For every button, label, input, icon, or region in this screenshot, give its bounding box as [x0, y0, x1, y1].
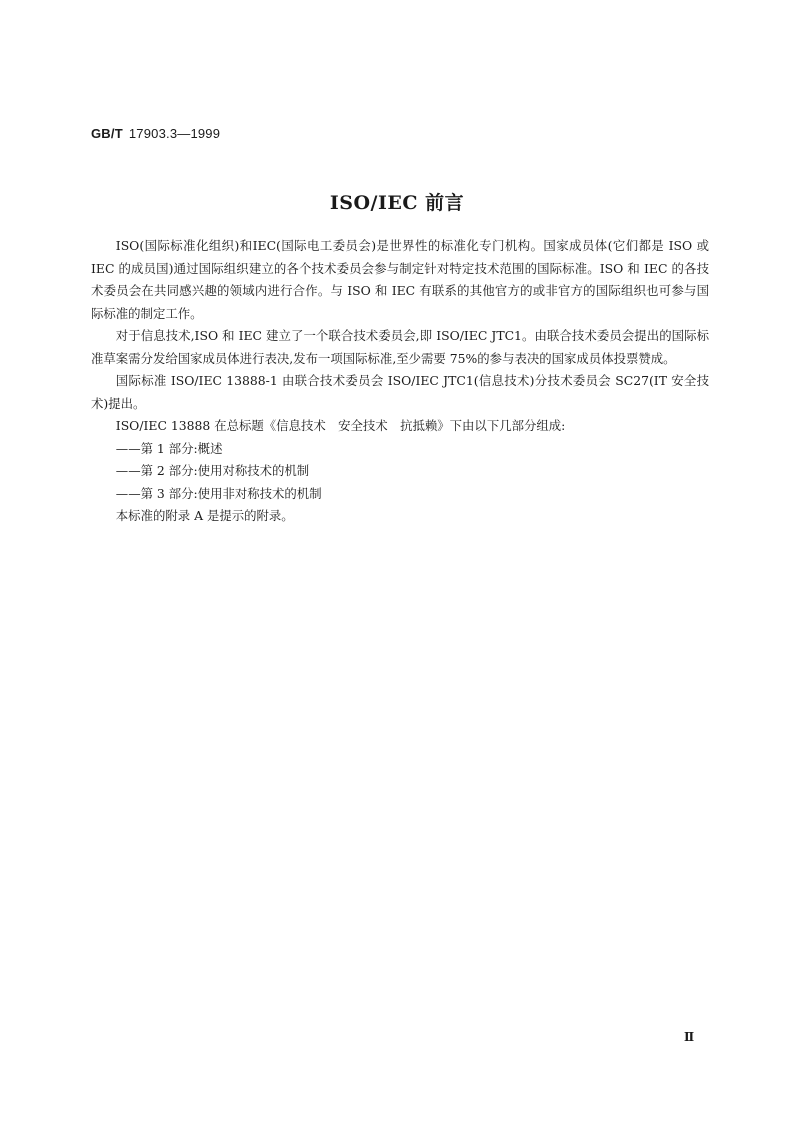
page-title: ISO/IEC 前言: [329, 192, 465, 214]
paragraph-jtc1: 对于信息技术,ISO 和 IEC 建立了一个联合技术委员会,即 ISO/IEC JTC1。由联合技术委员会提出的国际标准草案需分发给国家成员体进行表决,发布一项国际标准,至少需要 75%的参与表决的国家成员体投票赞成。: [91, 328, 709, 366]
part-list-item-2: ——第 2 部分:使用对称技术的机制: [115, 463, 310, 478]
part-list-item-3: ——第 3 部分:使用非对称技术的机制: [115, 485, 322, 501]
page-number: Ⅱ: [684, 1030, 695, 1044]
standard-number: 17903.3—1999: [128, 126, 221, 141]
paragraph-parts-intro: ISO/IEC 13888 在总标题《信息技术 安全技术 抗抵赖》下由以下几部分组成:: [115, 418, 566, 433]
standard-prefix: GB/T: [91, 126, 123, 141]
paragraph-origin: 国际标准 ISO/IEC 13888-1 由联合技术委员会 ISO/IEC JTC1(信息技术)分技术委员会 SC27(IT 安全技术)提出。: [91, 373, 709, 411]
paragraph-annex-note: 本标准的附录 A 是提示的附录。: [115, 508, 294, 523]
paragraph-intro: ISO(国际标准化组织)和IEC(国际电工委员会)是世界性的标准化专门机构。国家成员体(它们都是 ISO 或 IEC 的成员国)通过国际组织建立的各个技术委员会参与制定针对特定技术范围的国际标准。ISO 和 IEC 的各技术委员会在共同感兴趣的领域内进行合作。与 ISO 和 IEC 有联系的其他官方的或非官方的国际组织也可参与国际标准的制定工作。: [91, 238, 709, 321]
foreword-body: [91, 235, 709, 528]
standard-code: [91, 126, 220, 141]
part-list-item-1: ——第 1 部分:概述: [115, 440, 223, 456]
